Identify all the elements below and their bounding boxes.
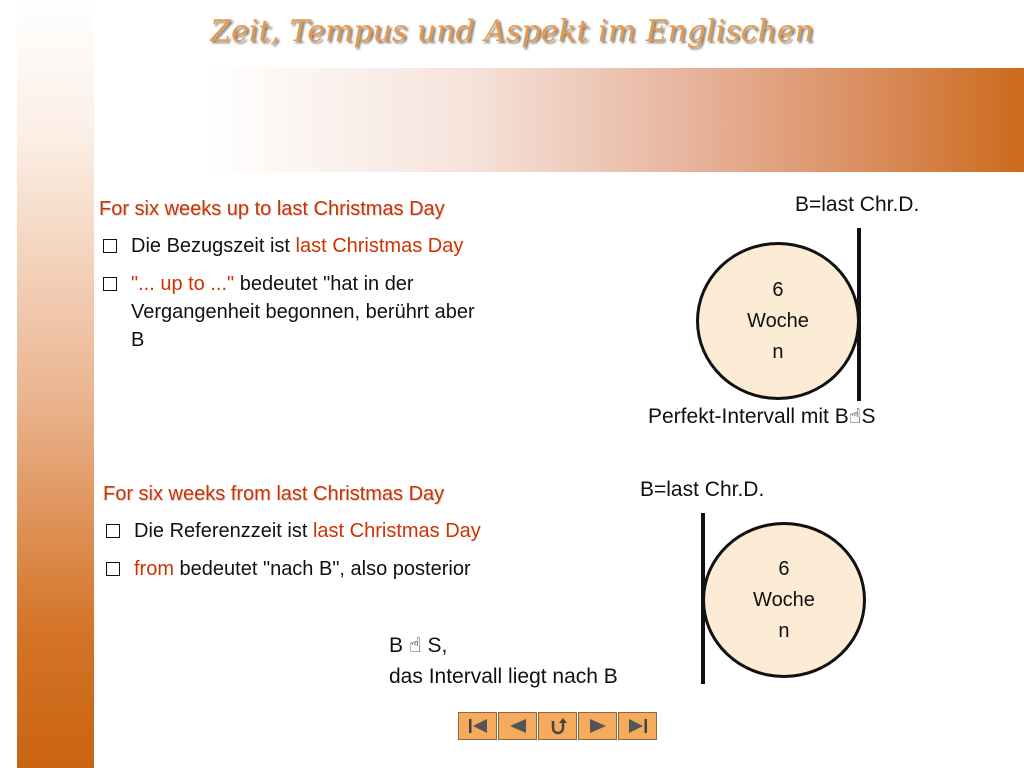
circle-number: 6 xyxy=(772,278,784,301)
return-icon xyxy=(545,716,571,736)
caption-line2: das Intervall liegt nach B xyxy=(389,665,618,688)
bullet1-highlight: last Christmas Day xyxy=(312,520,481,542)
previous-slide-button[interactable] xyxy=(498,712,537,740)
caption-line1: B ☝ S, xyxy=(389,634,448,657)
section2-heading: For six weeks from last Christmas Day xyxy=(103,483,445,505)
slide-navigation xyxy=(458,712,658,742)
section1-bullet1 xyxy=(103,232,463,260)
section2-bullet2-text xyxy=(134,555,471,583)
previous-slide-icon xyxy=(505,716,531,736)
diagram1-interval-circle xyxy=(696,242,860,400)
square-bullet-icon xyxy=(103,277,117,291)
section2-bullet1-text xyxy=(134,517,481,545)
next-slide-button[interactable] xyxy=(578,712,617,740)
square-bullet-icon xyxy=(103,239,117,253)
first-slide-button[interactable] xyxy=(458,712,497,740)
section1-bullet2 xyxy=(103,270,475,354)
last-slide-icon xyxy=(625,716,651,736)
diagram2-caption xyxy=(389,630,618,692)
circle-word-end: n xyxy=(772,340,784,363)
section2-bullet2 xyxy=(106,555,471,583)
square-bullet-icon xyxy=(106,524,120,538)
bullet2-line1: bedeutet "hat in der xyxy=(234,273,414,295)
bullet2-line3: B xyxy=(131,329,145,351)
diagram2-b-label: B=last Chr.D. xyxy=(640,478,765,501)
circle-word: Woche xyxy=(753,588,815,611)
diagram1-caption: Perfekt-Intervall mit B☝S xyxy=(648,405,876,428)
section1-bullet1-text xyxy=(131,232,463,260)
left-decorative-bar xyxy=(17,0,94,768)
diagram1-reference-line xyxy=(857,228,861,401)
first-slide-icon xyxy=(465,716,491,736)
bullet1-prefix: Die Bezugszeit ist xyxy=(131,235,296,257)
bullet1-highlight: last Christmas Day xyxy=(295,235,464,257)
last-slide-button[interactable] xyxy=(618,712,657,740)
square-bullet-icon xyxy=(106,562,120,576)
section1-bullet2-text xyxy=(131,270,475,354)
diagram1-b-label: B=last Chr.D. xyxy=(795,193,920,216)
slide-title: Zeit, Tempus und Aspekt im Englischen xyxy=(210,14,814,49)
section2-bullet1 xyxy=(106,517,481,545)
bullet1-prefix: Die Referenzzeit ist xyxy=(134,520,313,542)
bullet2-rest: bedeutet "nach B", also posterior xyxy=(174,558,471,580)
next-slide-icon xyxy=(585,716,611,736)
section1-heading: For six weeks up to last Christmas Day xyxy=(99,198,445,220)
circle-number: 6 xyxy=(778,557,790,580)
bullet2-highlight: "... up to ..." xyxy=(131,273,235,295)
bullet2-line2: Vergangenheit begonnen, berührt aber xyxy=(131,301,475,323)
diagram2-interval-circle xyxy=(702,522,866,678)
header-gradient-band xyxy=(94,68,1024,172)
circle-word: Woche xyxy=(747,309,809,332)
bullet2-highlight: from xyxy=(134,558,174,580)
circle-word-end: n xyxy=(778,619,790,642)
return-button[interactable] xyxy=(538,712,577,740)
